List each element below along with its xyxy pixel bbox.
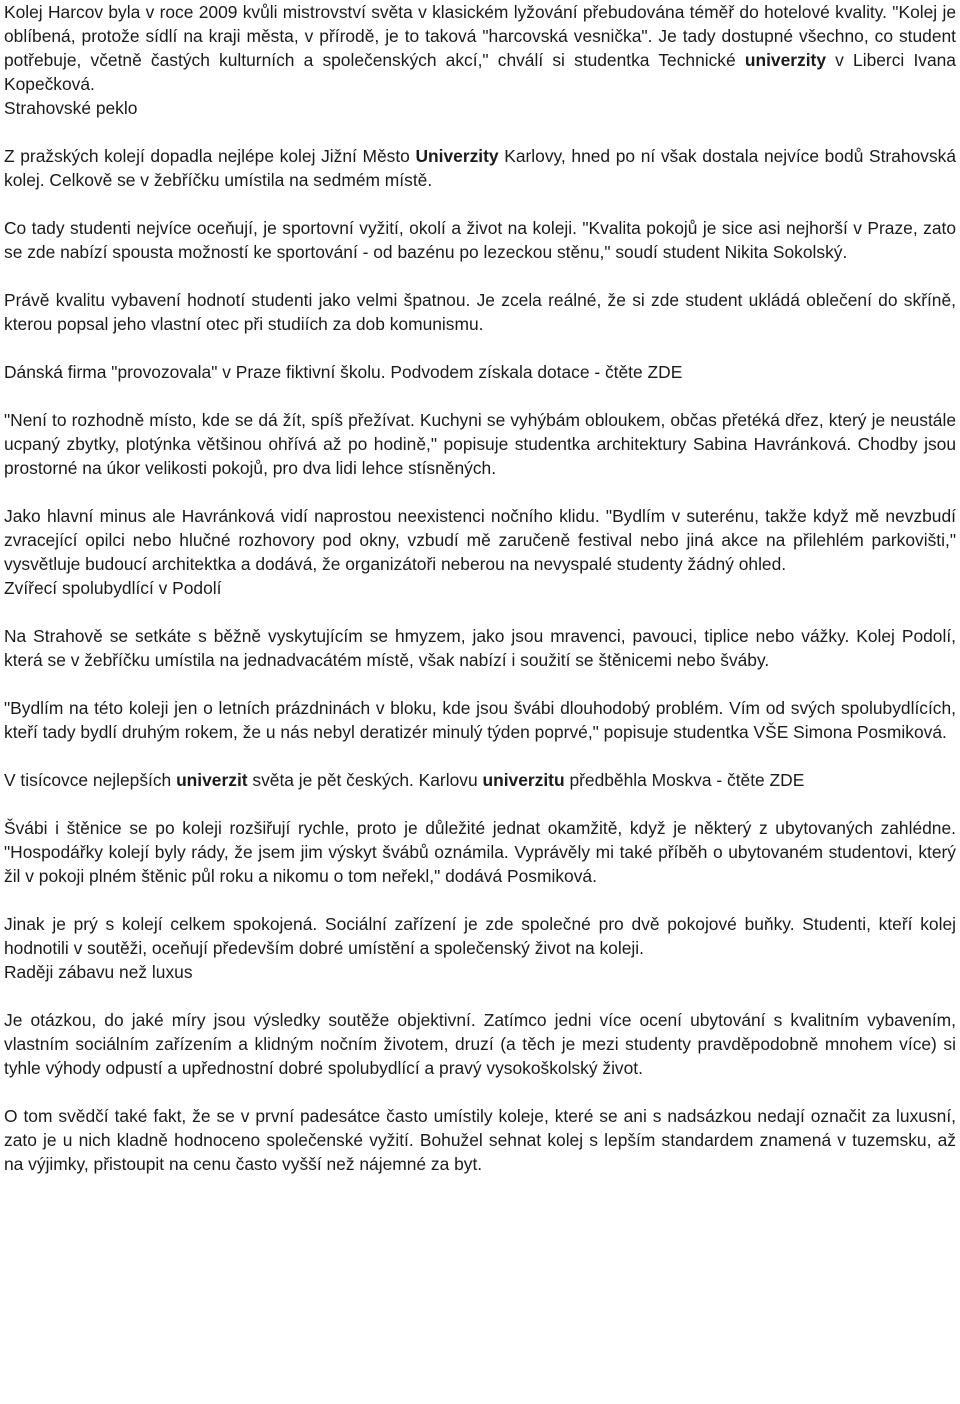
paragraph-objectivity: Je otázkou, do jaké míry jsou výsledky soutěže objektivní. Zatímco jedni více ocení ubytování s kvalitním vybavením, vlastním sociálním zařízením a klidným nočním životem, druzí (a těch je mezi studenty pravděpodobně mnohem více) si tyhle výhody odpustí a upřednostní dobré spolubydlící a pravý vysokoškolský život. xyxy=(4,1010,956,1078)
paragraph-cockroaches: Švábi i štěnice se po koleji rozšiřují rychle, proto je důležité jednat okamžitě, když je některý z ubytovaných zahlédne. "Hospodářky kolejí byly rády, že jsem jim výskyt švábů oznámila. Vyprávěly mi také příběh o ubytovaném studentovi, který žil v pokoji plném štěnic půl roku a nikomu o tom neřekl," dodává Posmiková. xyxy=(4,818,956,886)
paragraph-strahov-sport: Co tady studenti nejvíce oceňují, je sportovní vyžití, okolí a život na koleji. "Kvalita pokojů je sice asi nejhorší v Praze, zato se zde nabízí spousta možností ke sportování - od bazénu po lezeckou stěnu," soudí student Nikita Sokolský. xyxy=(4,218,956,262)
bold-keyword: univerzity xyxy=(744,50,827,70)
section-heading-fun-vs-luxury: Raději zábavu než luxus xyxy=(4,962,193,982)
section-heading-strahov: Strahovské peklo xyxy=(4,98,138,118)
paragraph-satisfaction: Jinak je prý s kolejí celkem spokojená. Sociální zařízení je zde společné pro dvě pokojové buňky. Studenti, kteří kolej hodnotili v soutěži, oceňují především dobré umístění a společenský život na koleji. xyxy=(4,914,956,958)
bold-keyword: univerzitu xyxy=(482,770,565,790)
paragraph-related-article-link[interactable]: Dánská firma "provozovala" v Praze fiktivní školu. Podvodem získala dotace - čtěte ZDE xyxy=(4,362,683,382)
paragraph-harcov: Kolej Harcov byla v roce 2009 kvůli mistrovství světa v klasickém lyžování přebudována téměř do hotelové kvality. "Kolej je oblíbená, protože sídlí na kraji města, v přírodě, je to taková "harcovská vesnička". Je tady dostupné všechno, co student potřebuje, včetně častých kulturních a společenských akcí," chválí si studentka Technické univerzity v Liberci Ivana Kopečková. xyxy=(4,2,956,94)
bold-keyword: univerzit xyxy=(176,770,248,790)
paragraph-havrankova-quote: "Není to rozhodně místo, kde se dá žít, spíš přežívat. Kuchyni se vyhýbám obloukem, občas přetéká dřez, který je neustále ucpaný zbytky, plotýnka většinou ohřívá až po hodině," popisuje studentka architektury Sabina Havránková. Chodby jsou prostorné na úkor velikosti pokojů, pro dva lidi lehce stísněných. xyxy=(4,410,956,478)
paragraph-strahov-equipment: Právě kvalitu vybavení hodnotí studenti jako velmi špatnou. Je zcela reálné, že si zde student ukládá oblečení do skříně, kterou popsal jeho vlastní otec při studiích za dob komunismu. xyxy=(4,290,956,334)
bold-keyword: Univerzity xyxy=(415,146,499,166)
paragraph-universities-link[interactable]: V tisícovce nejlepších univerzit světa je pět českých. Karlovu univerzitu předběhla Moskva - čtěte ZDE xyxy=(4,770,805,790)
section-heading-podoli: Zvířecí spolubydlící v Podolí xyxy=(4,578,222,598)
paragraph-posmikova-quote: "Bydlím na této koleji jen o letních prázdninách v bloku, kde jsou švábi dlouhodobý problém. Vím od svých spolubydlících, kteří tady bydlí druhým rokem, že u nás nebyl deratizér minulý týden poprvé," popisuje studentka VŠE Simona Posmiková. xyxy=(4,698,956,742)
paragraph-night-noise: Jako hlavní minus ale Havránková vidí naprostou neexistenci nočního klidu. "Bydlím v suterénu, takže když mě nevzbudí zvracející opilci nebo hlučné rozhovory pod okny, vzbudí mě zaručeně festival nebo jiná akce na přilehlém parkovišti," vysvětluje budoucí architektka a dodává, že organizátoři neberou na nevyspalé studenty žádný ohled. xyxy=(4,506,956,574)
paragraph-conclusion: O tom svědčí také fakt, že se v první padesátce často umístily koleje, které se ani s nadsázkou nedají označit za luxusní, zato je u nich kladně hodnoceno společenské vyžití. Bohužel sehnat kolej s lepším standardem znamená v tuzemsku, až na výjimky, přistoupit na cenu často vyšší než nájemné za byt. xyxy=(4,1106,956,1174)
paragraph-prague-ranking: Z pražských kolejí dopadla nejlépe kolej Jižní Město Univerzity Karlovy, hned po ní však dostala nejvíce bodů Strahovská kolej. Celkově se v žebříčku umístila na sedmém místě. xyxy=(4,146,957,190)
paragraph-insects: Na Strahově se setkáte s běžně vyskytujícím se hmyzem, jako jsou mravenci, pavouci, tiplice nebo vážky. Kolej Podolí, která se v žebříčku umístila na jednadvacátém místě, však nabízí i soužití se štěnicemi nebo šváby. xyxy=(4,626,956,670)
